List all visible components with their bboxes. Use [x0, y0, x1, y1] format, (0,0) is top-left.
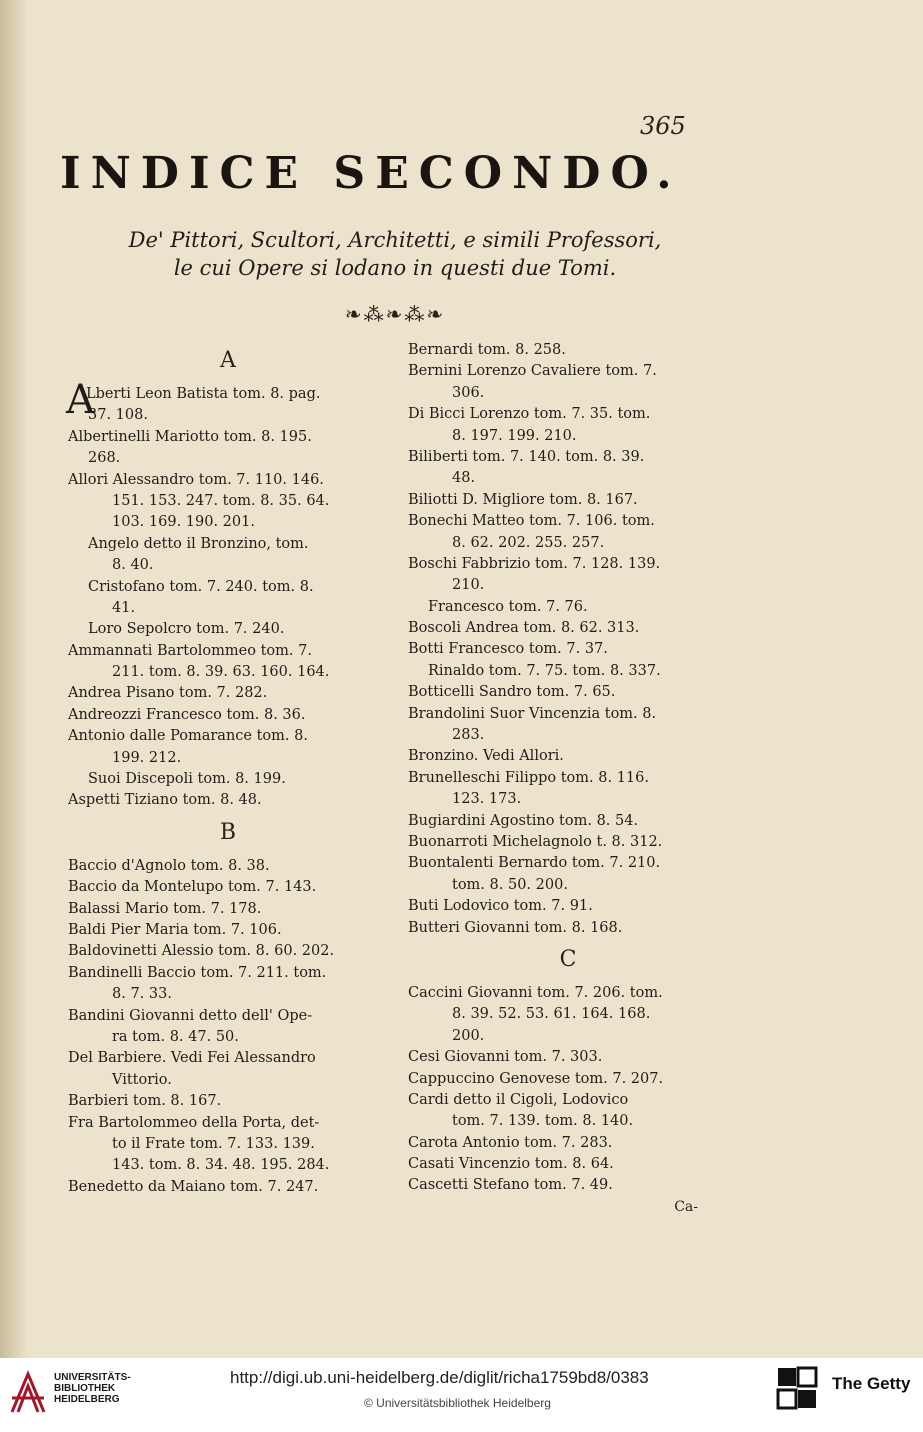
index-entry: 210. — [452, 577, 485, 594]
library-name: UNIVERSITÄTS- BIBLIOTHEK HEIDELBERG — [54, 1372, 131, 1405]
index-entry: Barbieri tom. 8. 167. — [68, 1093, 222, 1110]
index-entry: Bugiardini Agostino tom. 8. 54. — [408, 812, 639, 829]
catchword: Ca- — [674, 1198, 698, 1215]
index-entry: 200. — [452, 1027, 485, 1044]
index-entry: Cesi Giovanni tom. 7. 303. — [408, 1049, 603, 1066]
index-entry: 41. — [112, 599, 136, 616]
index-entry: Brunelleschi Filippo tom. 8. 116. — [408, 769, 649, 786]
index-entry: 199. 212. — [112, 749, 182, 766]
index-entry: 123. 173. — [452, 791, 522, 808]
index-entry: tom. 7. 139. tom. 8. 140. — [452, 1113, 634, 1130]
page-binding-shadow — [0, 0, 28, 1358]
entries-a — [66, 377, 388, 812]
index-entry: A Lberti Leon Batista tom. 8. pag. — [66, 377, 321, 423]
viewer-footer — [0, 1358, 923, 1432]
subtitle-line-1: De' Pittori, Scultori, Architetti, e simili Professori, — [128, 228, 662, 252]
getty-name: The Getty — [832, 1374, 911, 1393]
index-entry: tom. 8. 50. 200. — [452, 876, 568, 893]
entries-b — [68, 856, 388, 1198]
index-entry: Bronzino. Vedi Allori. — [408, 748, 564, 765]
section-letter-c: C — [559, 946, 577, 972]
index-entry: Loro Sepolcro tom. 7. 240. — [88, 621, 285, 638]
copyright-notice: © Universitätsbibliothek Heidelberg — [364, 1396, 551, 1410]
index-entry: Bandinelli Baccio tom. 7. 211. tom. — [68, 964, 327, 981]
index-entry: Buonarroti Michelagnolo t. 8. 312. — [408, 833, 663, 850]
index-entry: Boschi Fabbrizio tom. 7. 128. 139. — [408, 555, 661, 572]
index-entry: Albertinelli Mariotto tom. 8. 195. — [68, 428, 312, 445]
index-entry: Baccio da Montelupo tom. 7. 143. — [68, 879, 317, 896]
permalink-url[interactable]: http://digi.ub.uni-heidelberg.de/diglit/richa1759bd8/0383 — [230, 1368, 649, 1387]
index-entry: Baccio d'Agnolo tom. 8. 38. — [68, 857, 270, 874]
index-entry: ra tom. 8. 47. 50. — [112, 1028, 239, 1045]
index-entry: Baldi Pier Maria tom. 7. 106. — [68, 921, 282, 938]
index-entry: Boscoli Andrea tom. 8. 62. 313. — [408, 620, 640, 637]
index-entry: Fra Bartolommeo della Porta, det- — [68, 1114, 320, 1131]
index-entry: 8. 40. — [112, 557, 154, 574]
subtitle-line-2: le cui Opere si lodano in questi due Tomi. — [173, 256, 617, 280]
index-entry: Bernini Lorenzo Cavaliere tom. 7. — [408, 363, 657, 380]
right-column — [408, 340, 728, 1218]
index-entry: to il Frate tom. 7. 133. 139. — [112, 1135, 315, 1152]
index-entry: Bonechi Matteo tom. 7. 106. tom. — [408, 513, 655, 530]
index-entry: Cappuccino Genovese tom. 7. 207. — [408, 1070, 664, 1087]
index-entry: Benedetto da Maiano tom. 7. 247. — [68, 1178, 319, 1195]
index-entry: Botti Francesco tom. 7. 37. — [408, 641, 608, 658]
index-entry: Baldovinetti Alessio tom. 8. 60. 202. — [68, 943, 335, 960]
drop-capital: A — [66, 377, 95, 423]
index-entry: Antonio dalle Pomarance tom. 8. — [68, 728, 308, 745]
index-entry: Andrea Pisano tom. 7. 282. — [68, 685, 268, 702]
index-entry: Di Bicci Lorenzo tom. 7. 35. tom. — [408, 406, 651, 423]
index-entry: Vittorio. — [112, 1071, 172, 1088]
index-entry: 103. 169. 190. 201. — [112, 514, 255, 531]
index-entry: 211. tom. 8. 39. 63. 160. 164. — [112, 664, 330, 681]
index-entry: Bernardi tom. 8. 258. — [408, 342, 566, 358]
index-entry: Suoi Discepoli tom. 8. 199. — [88, 771, 286, 788]
index-entry: 283. — [452, 727, 485, 744]
index-entry: Andreozzi Francesco tom. 8. 36. — [68, 706, 306, 723]
index-entry: Cardi detto il Cigoli, Lodovico — [408, 1091, 629, 1108]
page-number: 365 — [640, 112, 686, 140]
index-entry: 268. — [88, 450, 121, 467]
index-entry: Francesco tom. 7. 76. — [428, 598, 588, 615]
section-letter-b: B — [219, 819, 237, 845]
index-entry: Carota Antonio tom. 7. 283. — [408, 1134, 613, 1151]
index-entry: Rinaldo tom. 7. 75. tom. 8. 337. — [428, 662, 661, 679]
index-entry: Botticelli Sandro tom. 7. 65. — [408, 684, 616, 701]
index-entry: 8. 39. 52. 53. 61. 164. 168. — [452, 1006, 651, 1023]
index-entry: Buti Lodovico tom. 7. 91. — [408, 898, 593, 915]
index-entry: Butteri Giovanni tom. 8. 168. — [408, 919, 623, 936]
page-title: INDICE SECONDO. — [60, 148, 682, 199]
index-entry: Biliberti tom. 7. 140. tom. 8. 39. — [408, 448, 645, 465]
index-entry: 143. tom. 8. 34. 48. 195. 284. — [112, 1157, 330, 1174]
index-entry: Caccini Giovanni tom. 7. 206. tom. — [408, 984, 663, 1001]
section-letter-a: A — [220, 348, 236, 373]
getty-logo-icon[interactable] — [776, 1366, 818, 1410]
index-entry: Casati Vincenzio tom. 8. 64. — [408, 1156, 614, 1173]
index-entry: 8. 7. 33. — [112, 986, 172, 1003]
index-entry: Bandini Giovanni detto dell' Ope- — [68, 1007, 313, 1024]
index-entry: Cascetti Stefano tom. 7. 49. — [408, 1177, 613, 1194]
index-entry: Balassi Mario tom. 7. 178. — [68, 900, 262, 917]
entries-c — [408, 983, 728, 1197]
index-entry: 8. 62. 202. 255. 257. — [452, 534, 605, 551]
index-entry: Angelo detto il Bronzino, tom. — [88, 535, 309, 552]
index-entry: Brandolini Suor Vincenzia tom. 8. — [408, 705, 657, 722]
heidelberg-library-logo-icon[interactable] — [8, 1368, 48, 1418]
index-entry: Ammannati Bartolommeo tom. 7. — [68, 642, 312, 659]
index-entry: 48. — [452, 470, 476, 487]
index-entry: 306. — [452, 384, 485, 401]
entries-b-continued — [408, 340, 728, 939]
index-entry: 151. 153. 247. tom. 8. 35. 64. — [112, 492, 330, 509]
index-entry: Del Barbiere. Vedi Fei Alessandro — [68, 1050, 316, 1067]
left-column — [68, 340, 388, 1198]
index-entry: 37. 108. — [88, 407, 148, 424]
index-entry: Cristofano tom. 7. 240. tom. 8. — [88, 578, 314, 595]
ornament-divider: ❧⁂❧⁂❧ — [344, 302, 446, 326]
index-entry: 8. 197. 199. 210. — [452, 427, 577, 444]
index-entry: Allori Alessandro tom. 7. 110. 146. — [68, 471, 324, 488]
index-entry: Aspetti Tiziano tom. 8. 48. — [68, 792, 262, 809]
index-entry: Buontalenti Bernardo tom. 7. 210. — [408, 855, 661, 872]
index-entry: Biliotti D. Migliore tom. 8. 167. — [408, 491, 638, 508]
